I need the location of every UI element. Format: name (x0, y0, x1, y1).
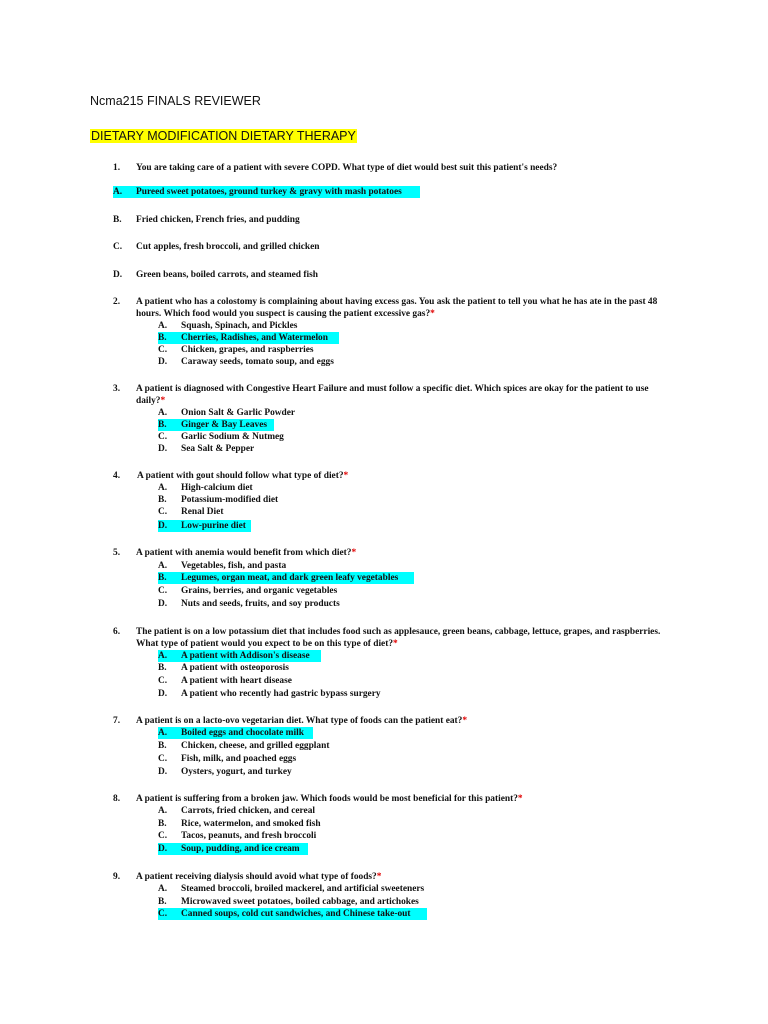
question-text: A patient is suffering from a broken jaw. Which foods would be most beneficial for this patient?* (136, 794, 523, 804)
question-number: 6. (113, 627, 121, 637)
required-star: * (376, 872, 382, 882)
option-letter: B. (158, 420, 167, 430)
question-number: 7. (113, 716, 121, 726)
option-letter: C. (158, 432, 168, 442)
option-text: Steamed broccoli, broiled mackerel, and artificial sweeteners (181, 884, 425, 894)
option-letter: B. (158, 819, 167, 829)
option-text: Nuts and seeds, fruits, and soy products (181, 599, 340, 609)
option-text: Boiled eggs and chocolate milk (181, 728, 304, 738)
option-text: Onion Salt & Garlic Powder (181, 408, 296, 418)
question-text: A patient is diagnosed with Congestive Heart Failure and must follow a specific diet. Which spices are okay for the patient to use daily?* (136, 384, 649, 406)
option-text: Pureed sweet potatoes, ground turkey & gravy with mash potatoes (136, 187, 402, 197)
required-star: * (393, 639, 398, 649)
option-letter: A. (158, 651, 168, 661)
option-text: Grains, berries, and organic vegetables (181, 586, 338, 596)
option-letter: A. (158, 884, 168, 894)
option-text: Low-purine diet (181, 521, 246, 531)
option-letter: A. (158, 561, 168, 571)
document-title: Ncma215 FINALS REVIEWER (90, 94, 261, 108)
option-letter: B. (158, 741, 167, 751)
required-star: * (462, 716, 468, 726)
option-letter: A. (158, 728, 168, 738)
question-text: A patient who has a colostomy is complaining about having excess gas. You ask the patient to tell you what he has ate in the past 48 hours. Which food would you suspect is causing the patient excessive gas?* (136, 297, 658, 319)
option-letter: A. (158, 806, 168, 816)
option-letter: B. (158, 573, 167, 583)
section-title: DIETARY MODIFICATION DIETARY THERAPY (91, 129, 356, 143)
option-letter: C. (158, 909, 168, 919)
required-star: * (343, 471, 349, 481)
option-letter: D. (158, 444, 168, 454)
option-letter: C. (113, 242, 123, 252)
option-text: Soup, pudding, and ice cream (181, 844, 300, 854)
option-letter: D. (158, 767, 168, 777)
question-text: A patient receiving dialysis should avoid what type of foods?* (136, 872, 382, 882)
question-text: A patient with gout should follow what type of diet?* (137, 471, 349, 481)
option-text: Renal Diet (181, 507, 224, 517)
required-star: * (160, 396, 166, 406)
option-text: Legumes, organ meat, and dark green leafy vegetables (181, 573, 399, 583)
option-letter: C. (158, 754, 168, 764)
question-text: A patient is on a lacto-ovo vegetarian diet. What type of foods can the patient eat?* (136, 716, 468, 726)
option-letter: C. (158, 586, 168, 596)
option-text: Oysters, yogurt, and turkey (181, 767, 292, 777)
option-text: Sea Salt & Pepper (181, 444, 255, 454)
option-text: A patient with heart disease (181, 676, 292, 686)
option-text: Green beans, boiled carrots, and steamed fish (136, 270, 318, 280)
option-letter: D. (158, 357, 168, 367)
question-number: 9. (113, 872, 121, 882)
option-letter: D. (158, 521, 168, 531)
option-text: Caraway seeds, tomato soup, and eggs (181, 357, 334, 367)
option-letter: C. (158, 345, 168, 355)
question-number: 8. (113, 794, 121, 804)
option-text: Squash, Spinach, and Pickles (181, 321, 298, 331)
required-star: * (517, 794, 523, 804)
option-letter: C. (158, 676, 168, 686)
option-letter: A. (113, 187, 123, 197)
option-text: A patient with Addison's disease (181, 651, 310, 661)
question-text: You are taking care of a patient with severe COPD. What type of diet would best suit this patient's needs? (136, 163, 558, 173)
question-text: The patient is on a low potassium diet that includes food such as applesauce, green beans, cabbage, lettuce, grapes, and raspberries. What type of patient would you expect to be on this type of diet?* (136, 627, 661, 649)
option-text: Fish, milk, and poached eggs (181, 754, 297, 764)
option-text: Vegetables, fish, and pasta (181, 561, 287, 571)
option-text: Carrots, fried chicken, and cereal (181, 806, 316, 816)
option-text: Fried chicken, French fries, and pudding (136, 215, 300, 225)
option-letter: D. (158, 844, 168, 854)
option-letter: A. (158, 483, 168, 493)
option-text: Tacos, peanuts, and fresh broccoli (181, 831, 317, 841)
required-star: * (351, 548, 357, 558)
option-text: Chicken, cheese, and grilled eggplant (181, 741, 330, 751)
option-letter: B. (158, 495, 167, 505)
option-letter: B. (158, 897, 167, 907)
option-letter: B. (158, 663, 167, 673)
option-text: Canned soups, cold cut sandwiches, and Chinese take-out (181, 909, 411, 919)
option-letter: A. (158, 408, 168, 418)
option-letter: D. (113, 270, 123, 280)
option-text: Garlic Sodium & Nutmeg (181, 432, 284, 442)
option-text: Rice, watermelon, and smoked fish (181, 819, 321, 829)
option-text: Potassium-modified diet (181, 495, 279, 505)
question-number: 5. (113, 548, 121, 558)
question-number: 3. (113, 384, 121, 394)
option-letter: A. (158, 321, 168, 331)
option-letter: B. (113, 215, 122, 225)
option-text: Cherries, Radishes, and Watermelon (181, 333, 328, 343)
option-text: High-calcium diet (181, 483, 253, 493)
question-number: 1. (113, 163, 121, 173)
option-letter: D. (158, 599, 168, 609)
question-number: 2. (113, 297, 121, 307)
option-text: Ginger & Bay Leaves (181, 420, 268, 430)
option-letter: C. (158, 831, 168, 841)
question-number: 4. (113, 471, 121, 481)
option-text: A patient who recently had gastric bypass surgery (181, 689, 381, 699)
option-text: Chicken, grapes, and raspberries (181, 345, 314, 355)
required-star: * (430, 309, 435, 319)
option-letter: C. (158, 507, 168, 517)
option-text: Microwaved sweet potatoes, boiled cabbage, and artichokes (181, 897, 419, 907)
option-letter: B. (158, 333, 167, 343)
option-text: A patient with osteoporosis (181, 663, 289, 673)
option-text: Cut apples, fresh broccoli, and grilled chicken (136, 242, 320, 252)
question-text: A patient with anemia would benefit from which diet?* (136, 548, 357, 558)
option-letter: D. (158, 689, 168, 699)
